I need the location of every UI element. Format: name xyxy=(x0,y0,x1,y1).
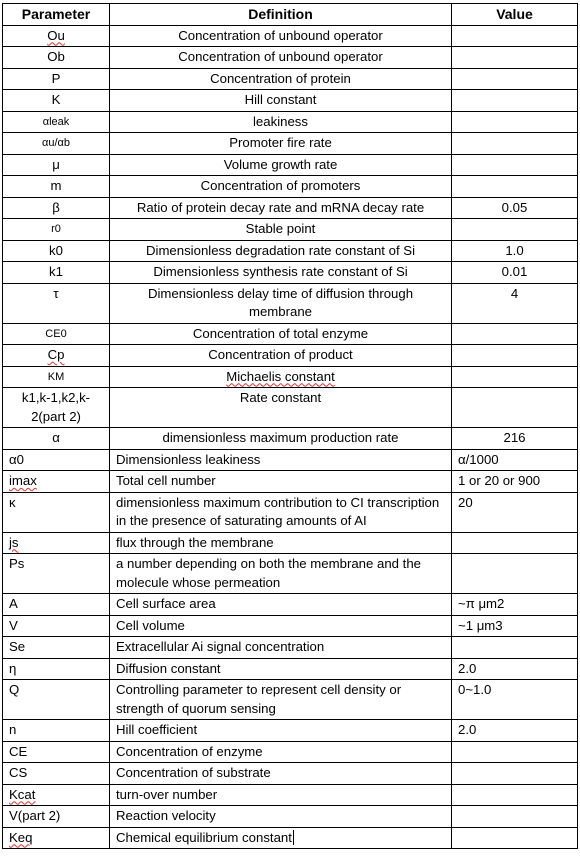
table-row xyxy=(3,133,578,155)
table-row xyxy=(3,388,578,428)
param-cell: r0 xyxy=(3,219,110,241)
definition-cell: Cell volume xyxy=(110,615,452,637)
param-cell: β xyxy=(3,197,110,219)
definition-cell: leakiness xyxy=(110,111,452,133)
value-cell: 216 xyxy=(452,428,578,450)
header-value: Value xyxy=(452,4,578,26)
value-cell xyxy=(452,784,578,806)
definition-cell: Stable point xyxy=(110,219,452,241)
param-cell: n xyxy=(3,720,110,742)
param-cell: k1 xyxy=(3,262,110,284)
value-cell xyxy=(452,25,578,47)
value-cell xyxy=(452,741,578,763)
definition-cell: Concentration of substrate xyxy=(110,763,452,785)
param-cell: V(part 2) xyxy=(3,806,110,828)
table-row xyxy=(3,741,578,763)
value-cell xyxy=(452,133,578,155)
definition-cell: flux through the membrane xyxy=(110,532,452,554)
table-row xyxy=(3,428,578,450)
value-cell xyxy=(452,388,578,428)
value-cell xyxy=(452,47,578,69)
param-cell: Cp xyxy=(47,347,65,362)
value-cell xyxy=(452,323,578,345)
table-header-row xyxy=(3,4,578,26)
table-row xyxy=(3,637,578,659)
table-row xyxy=(3,784,578,806)
value-cell: 0.01 xyxy=(452,262,578,284)
definition-cell: Michaelis constant xyxy=(226,368,335,384)
param-cell: αu/αb xyxy=(3,133,110,155)
param-cell: A xyxy=(3,594,110,616)
table-row xyxy=(3,471,578,493)
definition-cell: turn-over number xyxy=(110,784,452,806)
value-cell: α/1000 xyxy=(452,449,578,471)
value-cell: 0.05 xyxy=(452,197,578,219)
param-cell: P xyxy=(3,68,110,90)
value-cell: 1.0 xyxy=(452,240,578,262)
value-cell: 1 or 20 or 900 xyxy=(452,471,578,493)
table-row xyxy=(3,197,578,219)
table-row xyxy=(3,154,578,176)
param-cell: k0 xyxy=(3,240,110,262)
value-cell: 2.0 xyxy=(452,720,578,742)
param-cell: V xyxy=(3,615,110,637)
table-row xyxy=(3,176,578,198)
definition-cell: Ratio of protein decay rate and mRNA decay rate xyxy=(110,197,452,219)
definition-cell: Diffusion constant xyxy=(110,658,452,680)
header-parameter: Parameter xyxy=(3,4,110,26)
param-cell: imax xyxy=(9,473,37,488)
definition-cell: Concentration of unbound operator xyxy=(110,25,452,47)
value-cell: 2.0 xyxy=(452,658,578,680)
param-cell: τ xyxy=(3,283,110,323)
table-row xyxy=(3,532,578,554)
value-cell xyxy=(452,68,578,90)
definition-cell: Controlling parameter to represent cell density or strength of quorum sensing xyxy=(110,680,452,720)
value-cell xyxy=(452,366,578,388)
param-cell: CE xyxy=(3,741,110,763)
table-row xyxy=(3,720,578,742)
definition-cell: Promoter fire rate xyxy=(110,133,452,155)
definition-cell: Rate constant xyxy=(110,388,452,428)
table-row xyxy=(3,283,578,323)
parameter-table xyxy=(2,3,578,849)
table-row xyxy=(3,658,578,680)
param-cell: Keq xyxy=(9,829,33,845)
table-row xyxy=(3,111,578,133)
definition-cell: Cell surface area xyxy=(110,594,452,616)
value-cell xyxy=(452,111,578,133)
table-row xyxy=(3,47,578,69)
table-row xyxy=(3,449,578,471)
table-row xyxy=(3,827,578,849)
value-cell xyxy=(452,154,578,176)
value-cell: 4 xyxy=(452,283,578,323)
value-cell xyxy=(452,90,578,112)
param-cell: α xyxy=(3,428,110,450)
value-cell xyxy=(452,219,578,241)
table-row xyxy=(3,615,578,637)
table-row xyxy=(3,323,578,345)
param-cell: Se xyxy=(3,637,110,659)
table-row xyxy=(3,90,578,112)
definition-cell: Concentration of protein xyxy=(110,68,452,90)
param-cell: κ xyxy=(3,492,110,532)
value-cell xyxy=(452,532,578,554)
table-row xyxy=(3,219,578,241)
value-cell: ~1 μm3 xyxy=(452,615,578,637)
definition-cell: Concentration of promoters xyxy=(110,176,452,198)
table-row xyxy=(3,492,578,532)
value-cell: ~π μm2 xyxy=(452,594,578,616)
table-row xyxy=(3,240,578,262)
definition-cell: a number depending on both the membrane and the molecule whose permeation xyxy=(110,554,452,594)
table-row xyxy=(3,806,578,828)
value-cell xyxy=(452,345,578,367)
table-row xyxy=(3,25,578,47)
table-row xyxy=(3,680,578,720)
param-cell: k1,k-1,k2,k-2(part 2) xyxy=(3,388,110,428)
value-cell xyxy=(452,806,578,828)
param-cell: μ xyxy=(3,154,110,176)
value-cell xyxy=(452,827,578,849)
value-cell: 20 xyxy=(452,492,578,532)
definition-cell: Concentration of unbound operator xyxy=(110,47,452,69)
value-cell xyxy=(452,763,578,785)
definition-cell: Concentration of product xyxy=(110,345,452,367)
header-definition: Definition xyxy=(110,4,452,26)
definition-cell: Volume growth rate xyxy=(110,154,452,176)
param-cell: KM xyxy=(3,366,110,388)
definition-cell: Hill constant xyxy=(110,90,452,112)
definition-cell: dimensionless maximum production rate xyxy=(110,428,452,450)
value-cell xyxy=(452,176,578,198)
param-cell: Ou xyxy=(47,27,65,43)
param-cell: Ob xyxy=(3,47,110,69)
definition-cell: Dimensionless degradation rate constant of Si xyxy=(110,240,452,262)
definition-cell: Dimensionless delay time of diffusion through membrane xyxy=(110,283,452,323)
param-cell: CE0 xyxy=(3,323,110,345)
table-row xyxy=(3,763,578,785)
table-row xyxy=(3,345,578,367)
definition-cell: Dimensionless leakiness xyxy=(110,449,452,471)
table-row xyxy=(3,68,578,90)
param-cell: Kcat xyxy=(9,786,36,802)
param-cell: m xyxy=(3,176,110,198)
table-row xyxy=(3,594,578,616)
param-cell: α0 xyxy=(3,449,110,471)
table-row xyxy=(3,554,578,594)
param-cell: js xyxy=(9,534,19,550)
value-cell xyxy=(452,637,578,659)
definition-cell: dimensionless maximum contribution to CI transcription in the presence of saturating amounts of AI xyxy=(110,492,452,532)
definition-cell: Hill coefficient xyxy=(110,720,452,742)
table-row xyxy=(3,366,578,388)
param-cell: Ps xyxy=(3,554,110,594)
param-cell: η xyxy=(3,658,110,680)
param-cell: CS xyxy=(3,763,110,785)
definition-cell[interactable]: Chemical equilibrium constant xyxy=(116,829,292,845)
definition-cell: Concentration of total enzyme xyxy=(110,323,452,345)
param-cell: Q xyxy=(3,680,110,720)
definition-cell: Concentration of enzyme xyxy=(110,741,452,763)
definition-cell: Extracellular Ai signal concentration xyxy=(110,637,452,659)
value-cell: 0~1.0 xyxy=(452,680,578,720)
value-cell xyxy=(452,554,578,594)
param-cell: K xyxy=(3,90,110,112)
definition-cell: Dimensionless synthesis rate constant of Si xyxy=(110,262,452,284)
definition-cell: Reaction velocity xyxy=(110,806,452,828)
param-cell: αleak xyxy=(3,111,110,133)
definition-cell: Total cell number xyxy=(110,471,452,493)
table-row xyxy=(3,262,578,284)
